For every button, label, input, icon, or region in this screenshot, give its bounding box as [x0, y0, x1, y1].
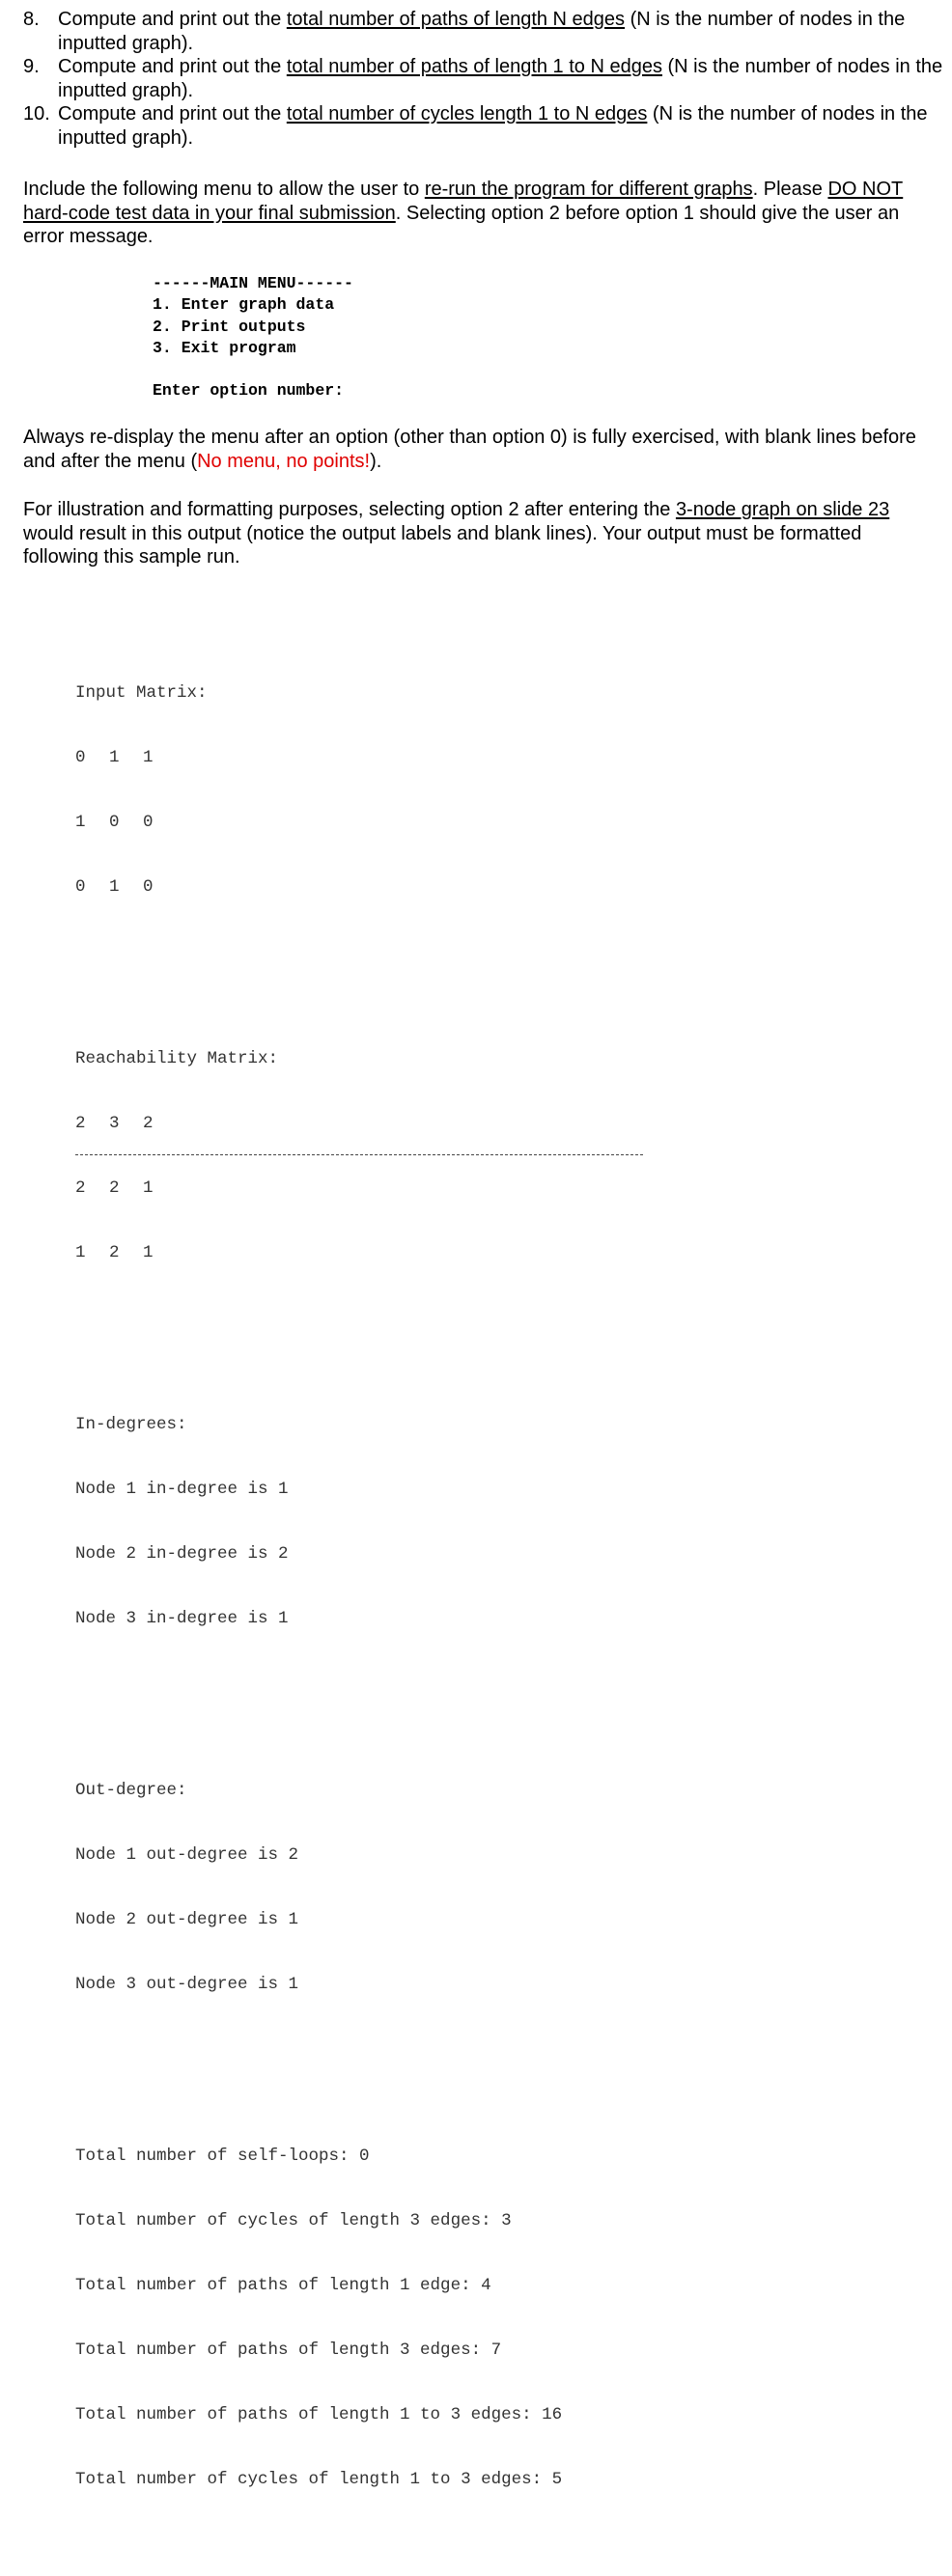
in-degree-line: Node 3 in-degree is 1	[75, 1608, 289, 1628]
warning-text: No menu, no points!	[197, 450, 371, 472]
matrix-row: 2 3 2	[75, 1114, 154, 1134]
out-degree-line: Node 3 out-degree is 1	[75, 1975, 299, 1994]
list-item: 8. Compute and print out the total number of paths of length N edges (N is the number of nodes in the inputted graph).	[23, 9, 906, 54]
out-degree-line: Node 2 out-degree is 1	[75, 1910, 299, 1930]
sample-output	[75, 596, 562, 2576]
dashed-separator	[75, 1154, 643, 1155]
matrix-row: 1 0 0	[75, 812, 154, 832]
menu-title: ------MAIN MENU------	[153, 274, 353, 292]
totals-section	[75, 2103, 562, 2534]
underlined-phrase: total number of paths of length N edges	[286, 9, 626, 30]
menu-option-1: 1. Enter graph data	[153, 295, 335, 315]
main-menu-sample	[153, 273, 353, 402]
matrix-row: 1 2 1	[75, 1242, 154, 1262]
list-item: 9. Compute and print out the total number of paths of length 1 to N edges (N is the number of nodes in the inputted graph).	[23, 56, 943, 101]
matrix-row: 0 1 0	[75, 876, 154, 897]
matrix-row: 2 2 1	[75, 1178, 154, 1199]
total-line: Total number of cycles of length 3 edges: 3	[75, 2211, 512, 2231]
illustration-paragraph: For illustration and formatting purposes, selecting option 2 after entering the 3-node graph on slide 23 would result in this output (notice the output labels and blank lines). Your output must be formatted following this sample run.	[23, 499, 890, 568]
section-label: In-degrees:	[75, 1415, 187, 1435]
section-label: Input Matrix:	[75, 683, 208, 704]
in-degrees-section	[75, 1371, 562, 1673]
list-item: 10. Compute and print out the total number of cycles length 1 to N edges (N is the number of nodes in the inputted graph).	[23, 103, 928, 149]
section-label: Reachability Matrix:	[75, 1049, 279, 1069]
menu-option-3: 3. Exit program	[153, 338, 296, 357]
matrix-row: 0 1 1	[75, 748, 154, 768]
menu-prompt: Enter option number:	[153, 381, 345, 401]
menu-instructions-paragraph: Include the following menu to allow the user to re-run the program for different graphs. Please DO NOT hard-code test data in your final submission. Selecting option 2 before option 1 should give the user an error message.	[23, 179, 904, 247]
item-number: 8.	[23, 9, 40, 30]
underlined-phrase: total number of paths of length 1 to N edges	[286, 56, 662, 77]
menu-option-2: 2. Print outputs	[153, 317, 306, 336]
total-line: Total number of paths of length 3 edges: 7	[75, 2341, 502, 2361]
total-line: Total number of paths of length 1 edge: 4	[75, 2276, 491, 2296]
total-line: Total number of paths of length 1 to 3 edges: 16	[75, 2404, 563, 2424]
requirements-list	[23, 8, 945, 150]
out-degree-line: Node 1 out-degree is 2	[75, 1845, 299, 1866]
input-matrix-section	[75, 640, 562, 941]
total-line: Total number of cycles of length 1 to 3 edges: 5	[75, 2469, 563, 2489]
underlined-phrase: total number of cycles length 1 to N edges	[286, 103, 648, 125]
redisplay-paragraph: Always re-display the menu after an option (other than option 0) is fully exercised, with blank lines before and after the menu (No menu, no points!).	[23, 427, 916, 472]
item-number: 9.	[23, 56, 40, 77]
reachability-matrix-section	[75, 1006, 562, 1307]
section-label: Out-degree:	[75, 1781, 187, 1801]
in-degree-line: Node 1 in-degree is 1	[75, 1480, 289, 1500]
total-line: Total number of self-loops: 0	[75, 2147, 370, 2167]
out-degree-section	[75, 1737, 562, 2038]
in-degree-line: Node 2 in-degree is 2	[75, 1544, 289, 1565]
item-number: 10.	[23, 103, 50, 125]
